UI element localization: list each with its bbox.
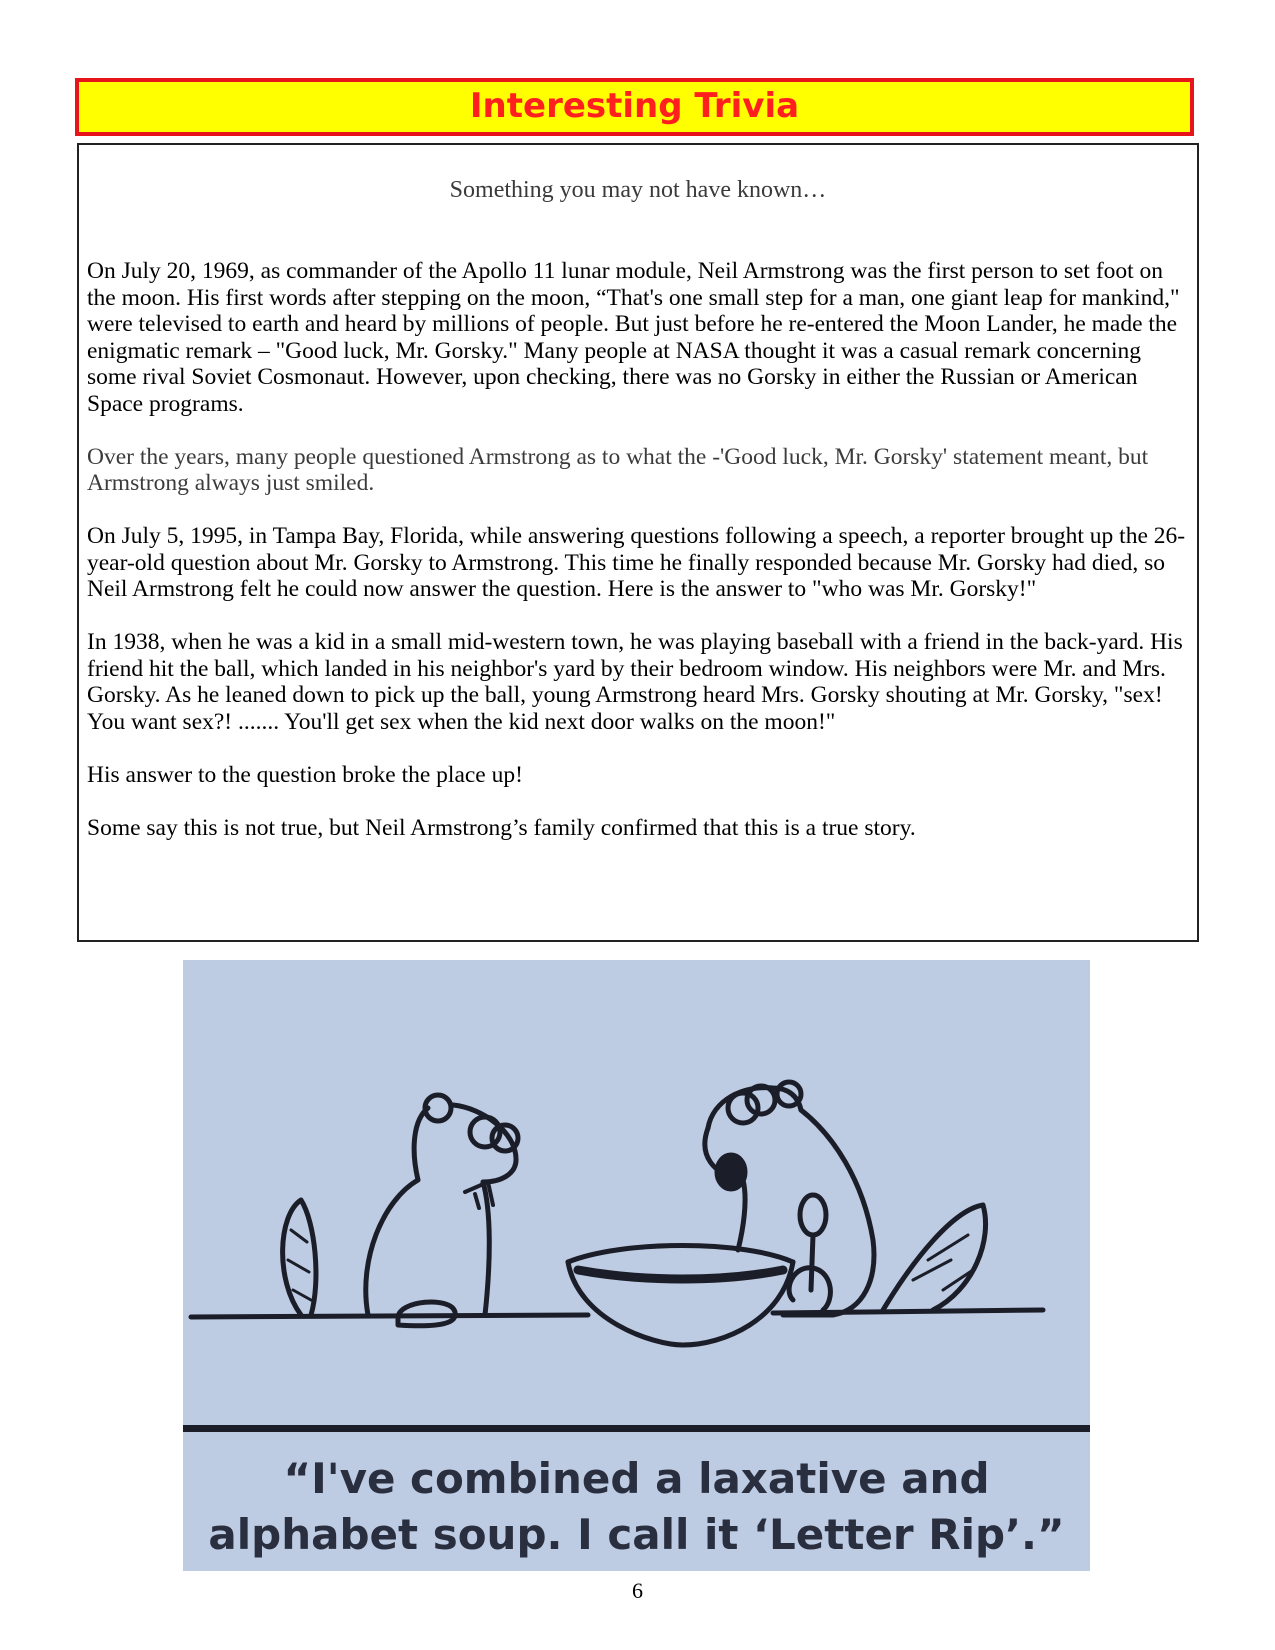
beaver-cartoon: [183, 960, 1090, 1571]
table-edge: [191, 1310, 1043, 1317]
trivia-subtitle: Something you may not have known…: [449, 177, 827, 203]
story-paragraph: On July 5, 1995, in Tampa Bay, Florida, while answering questions following a speech, a reporter brought up the 26-year-old question about Mr. Gorsky to Armstrong. This time he finally responded because Mr. Gorsky had died, so Neil Armstrong felt he could now answer the question. Here is the answer to "who was Mr. Gorsky!": [87, 523, 1186, 602]
story-paragraph: Some say this is not true, but Neil Armstrong’s family confirmed that this is a true story.: [87, 814, 916, 841]
trivia-story: [87, 258, 1193, 868]
left-beaver-body: [366, 1108, 428, 1315]
story-paragraph: Over the years, many people questioned Armstrong as to what the -'Good luck, Mr. Gorsky' statement meant, but Armstrong always just smiled.: [87, 443, 1149, 496]
story-paragraph: On July 20, 1969, as commander of the Apollo 11 lunar module, Neil Armstrong was the first person to set foot on the moon. His first words after stepping on the moon, “That's one small step for a man, one giant leap for mankind," were televised to earth and heard by millions of people. But just before he re-entered the Moon Lander, he made the enigmatic remark – "Good luck, Mr. Gorsky." Many people at NASA thought it was a casual remark concerning some rival Soviet Cosmonaut. However, upon checking, there was no Gorsky in either the Russian or American Space programs.: [87, 258, 1180, 417]
page-number: 6: [632, 1578, 643, 1603]
story-paragraph: In 1938, when he was a kid in a small mid-western town, he was playing baseball with a friend in the back-yard. His friend hit the ball, which landed in his neighbor's yard by their bedroom window. His neighbors were Mr. and Mrs. Gorsky. As he leaned down to pick up the ball, young Armstrong heard Mrs. Gorsky shouting at Mr. Gorsky, "sex! You want sex?! ....... You'll get sex when the kid next door walks on the moon!": [87, 629, 1183, 735]
trivia-box: [77, 143, 1199, 942]
caption-line: alphabet soup. I call it ‘Letter Rip’.”: [208, 1510, 1065, 1559]
spoon-icon: [800, 1195, 826, 1235]
caption-line: “I've combined a laxative and: [283, 1454, 990, 1503]
cartoon-caption: [183, 1451, 1090, 1563]
left-beaver-tail: [283, 1200, 316, 1315]
soup-bowl: [568, 1246, 793, 1263]
story-paragraph: His answer to the question broke the place up!: [87, 761, 523, 788]
caption-divider: [183, 1425, 1090, 1432]
right-beaver-eye: [728, 1093, 758, 1123]
right-beaver-mouth: [717, 1155, 745, 1189]
title-banner: [75, 78, 1194, 136]
page-title: Interesting Trivia: [469, 86, 800, 126]
